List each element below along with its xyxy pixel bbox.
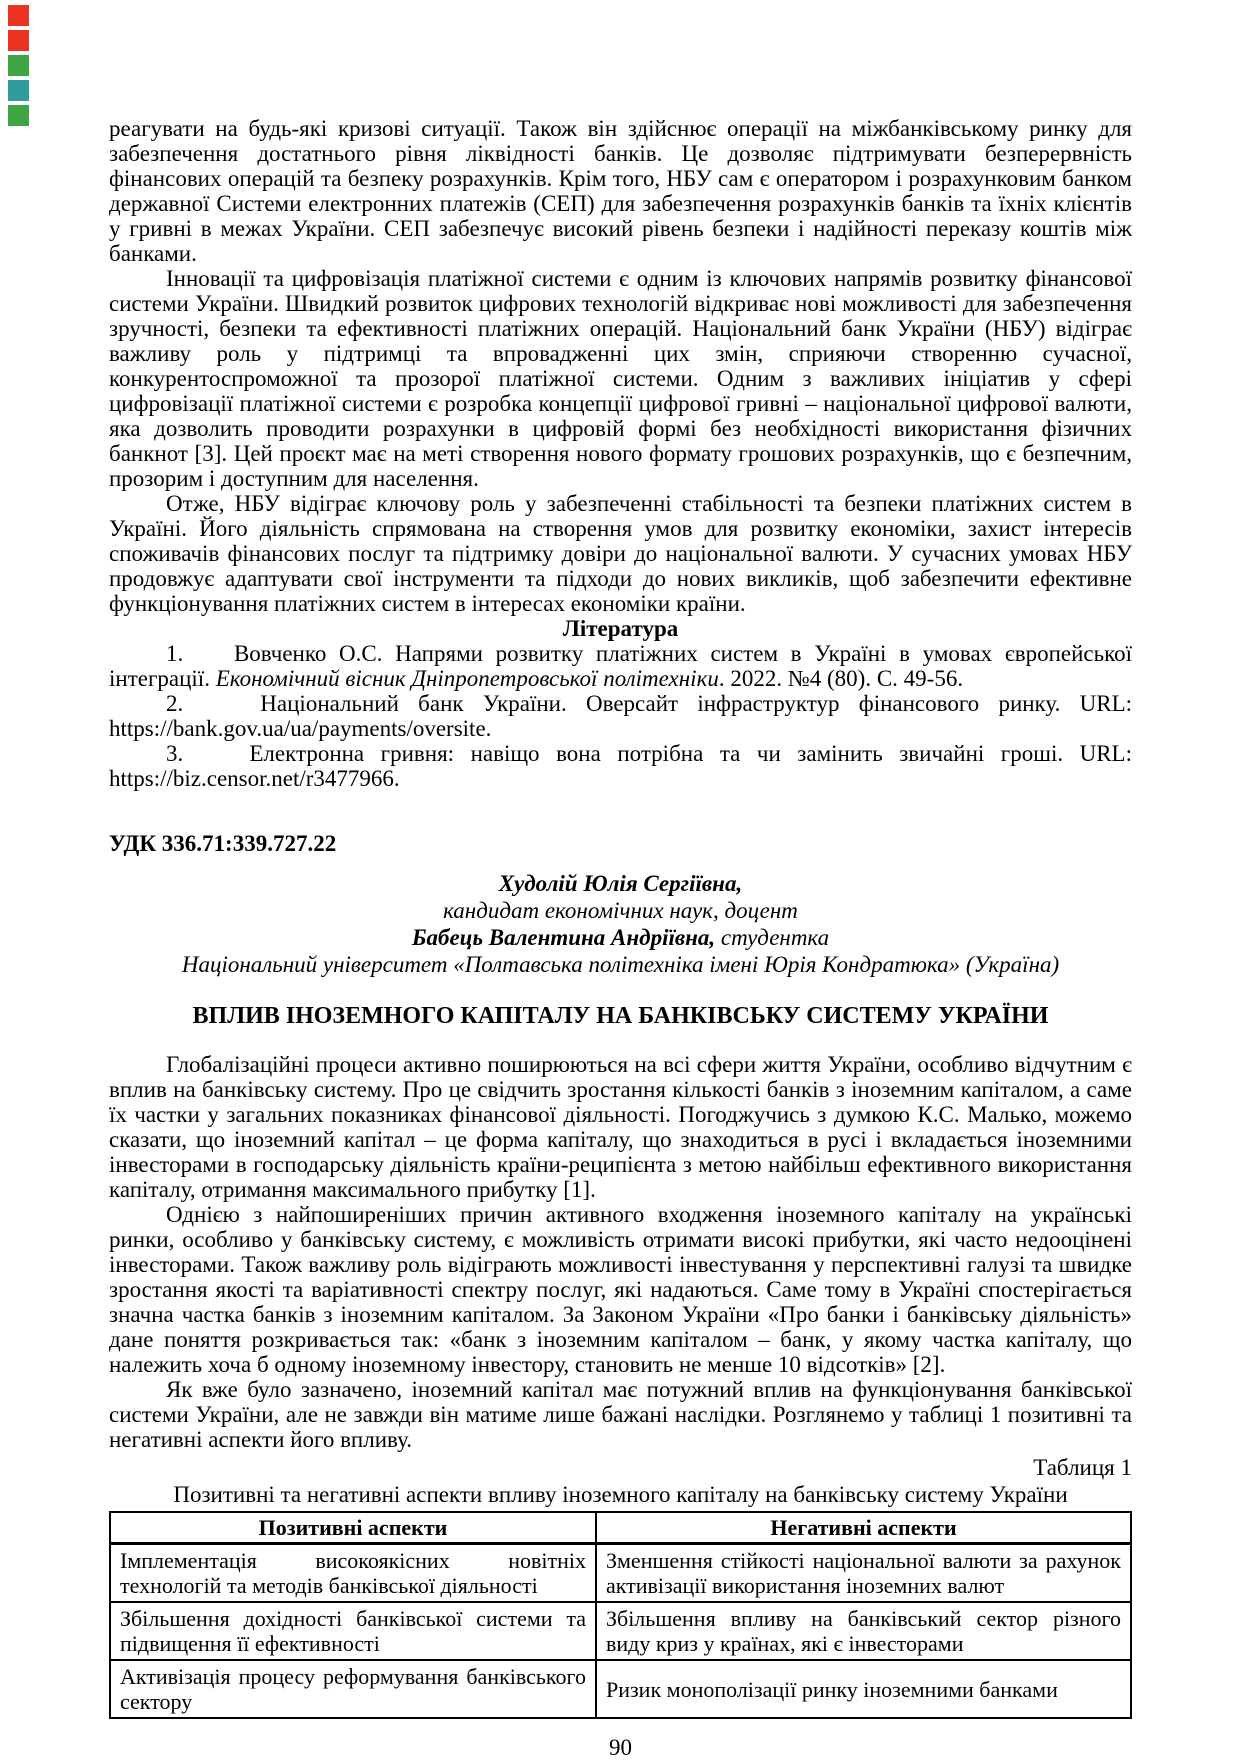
article-title: ВПЛИВ ІНОЗЕМНОГО КАПІТАЛУ НА БАНКІВСЬКУ СИСТЕМУ УКРАЇНИ [192,1003,1049,1029]
table-header-1: Позитивні аспекти [110,1512,596,1544]
article-paragraph-2: Однією з найпоширеніших причин активного входження іноземного капіталу на українські ринки, особливо у банківську систему, є можливість отримати високі прибутки, які часто недооцінені інвесторами. Також важливу роль відіграють можливості інвестування у перспективні галузі та швидке зростання якості та варіативності спектру послуг, які надаються. Саме тому в Україні спостерігається значна частка банків з іноземним капіталом. За Законом України «Про банки і банківську діяльність» дане поняття розкривається так: «банк з іноземним капіталом – банк, у якому частка капіталу, що належить хоча б одному іноземному інвестору, становить не менше 10 відсотків» [2]. [109,1202,1132,1377]
author-line-3 [109,924,1132,951]
author-name: Бабець Валентина Андріївна, [411,925,716,950]
article-paragraph-1: Глобалізаційні процеси активно поширюються на всі сфери життя України, особливо відчутним є вплив на банківську систему. Про це свідчить зростання кількості банків з іноземним капіталом, а саме їх частки у загальних показниках фінансової діяльності. Погоджучись з думкою К.С. Малько, можемо сказати, що іноземний капітал – це форма капіталу, що знаходиться в русі і вкладається іноземними інвесторами в господарську діяльність країни-реципієнта з метою найбільш ефективного використання капіталу, отримання максимального прибутку [1]. [109,1052,1132,1202]
table-cell-r3-c2: Ризик монополізації ринку іноземними банками [596,1660,1131,1718]
table-cell-r3-c1: Активізація процесу реформування банківського сектору [110,1660,596,1718]
author-line-4 [109,951,1132,978]
reference-number: 2. [166,691,261,716]
prev-paragraph-1: реагувати на будь-які кризові ситуації. Також він здійснює операції на міжбанківському ринку для забезпечення достатнього рівня ліквідності банків. Це дозволяє підтримувати безперервність фінансових операцій та безпеку розрахунків. Крім того, НБУ сам є оператором і розрахунковим банком державної Системи електронних платежів (СЕП) для забезпечення розрахунків банків та їхніх клієнтів у гривні в межах України. СЕП забезпечує високий рівень безпеки і надійності переказу коштів між банками. [109,116,1132,266]
reference-item-2 [109,691,1132,741]
corner-mark-1 [8,5,29,26]
table-cell-r2-c1: Збільшення дохідності банківської системи та підвищення її ефективності [110,1602,596,1660]
article-paragraph-3: Як вже було зазначено, іноземний капітал має потужний вплив на функціонування банківської системи України, але не завжди він матиме лише бажані наслідки. Розглянемо у таблиці 1 позитивні та негативні аспекти його впливу. [109,1377,1132,1452]
table-label: Таблиця 1 [1033,1455,1132,1480]
reference-number: 3. [166,741,250,766]
page-content [109,116,1132,1760]
author-role-or-affiliation: Національний університет «Полтавська політехніка імені Юрія Кондратюка» (Україна) [181,952,1060,977]
table-row-3 [110,1660,1131,1718]
reference-text: Електронна гривня: навіщо вона потрібна та чи замінить звичайні гроші. URL: https://biz.censor.net/r3477966. [109,741,1132,791]
table-cell-r1-c2: Зменшення стійкості національної валюти за рахунок активізації використання іноземних валют [596,1544,1131,1603]
article-paragraphs [109,1052,1132,1452]
article-section [109,831,1132,1760]
prev-paragraph-3: Отже, НБУ відіграє ключову роль у забезпеченні стабільності та безпеки платіжних систем в Україні. Його діяльність спрямована на створення умов для розвитку економіки, захист інтересів споживачів фінансових послуг та підтримку довіри до національної валюти. У сучасних умовах НБУ продовжує адаптувати свої інструменти та підходи до нових викликів, щоб забезпечити ефективне функціонування платіжних систем в інтересах економіки країни. [109,491,1132,616]
table-row-1 [110,1544,1131,1603]
author-block [109,870,1132,978]
aspects-table [109,1511,1132,1719]
previous-article-paragraphs [109,116,1132,616]
page-number: 90 [609,1735,632,1760]
table-header-2: Негативні аспекти [596,1512,1131,1544]
reference-item-1 [109,641,1132,691]
author-line-1 [109,870,1132,897]
reference-text: . 2022. №4 (80). С. 49-56. [718,666,964,691]
aspects-table-header-row [110,1512,1131,1544]
table-cell-r1-c1: Імплементація високоякісних новітніх технологій та методів банківської діяльності [110,1544,596,1603]
reference-item-3 [109,741,1132,791]
reference-number: 1. [166,641,234,666]
table-caption: Позитивні та негативні аспекти впливу іноземного капіталу на банківську систему України [173,1482,1068,1507]
table-row-2 [110,1602,1131,1660]
corner-mark-5 [8,105,29,126]
table-cell-r2-c2: Збільшення впливу на банківський сектор різного виду криз у країнах, які є інвесторами [596,1602,1131,1660]
prev-paragraph-2: Інновації та цифровізація платіжної системи є одним із ключових напрямів розвитку фінансової системи України. Швидкий розвиток цифрових технологій відкриває нові можливості для забезпечення зручності, безпеки та ефективності платіжних операцій. Національний банк України (НБУ) відіграє важливу роль у підтримці та впровадженні цих змін, сприяючи створенню сучасної, конкурентоспроможної та прозорої платіжної системи. Одним з важливих ініціатив у сфері цифровізації платіжної системи є розробка концепції цифрової гривні – національної цифрової валюти, яка дозволить проводити розрахунки в цифровій формі без необхідності використання фізичних банкнот [3]. Цей проєкт має на меті створення нового формату грошових розрахунків, що є безпечним, прозорим і доступним для населення. [109,266,1132,491]
references-heading: Література [562,616,679,641]
corner-mark-2 [8,30,29,51]
author-role-or-affiliation: кандидат економічних наук, доцент [443,898,798,923]
corner-mark-4 [8,80,29,101]
references-list [109,641,1132,791]
author-line-2 [109,897,1132,924]
author-role-or-affiliation: студентка [715,925,830,950]
reference-text: Вовченко О.С. Напрями розвитку платіжних систем в Україні в умовах європейської інтеграції. [109,641,1132,691]
previous-article-section [109,116,1132,791]
udc-code: УДК 336.71:339.727.22 [109,831,337,856]
reference-journal-italic: Економічний вісник Дніпропетровської політехніки [215,666,719,691]
reference-text: Національний банк України. Оверсайт інфраструктур фінансового ринку. URL: https://bank.gov.ua/ua/payments/oversite. [109,691,1133,741]
corner-color-marks [8,5,29,130]
corner-mark-3 [8,55,29,76]
author-name: Худолій Юлія Сергіївна, [498,871,743,896]
